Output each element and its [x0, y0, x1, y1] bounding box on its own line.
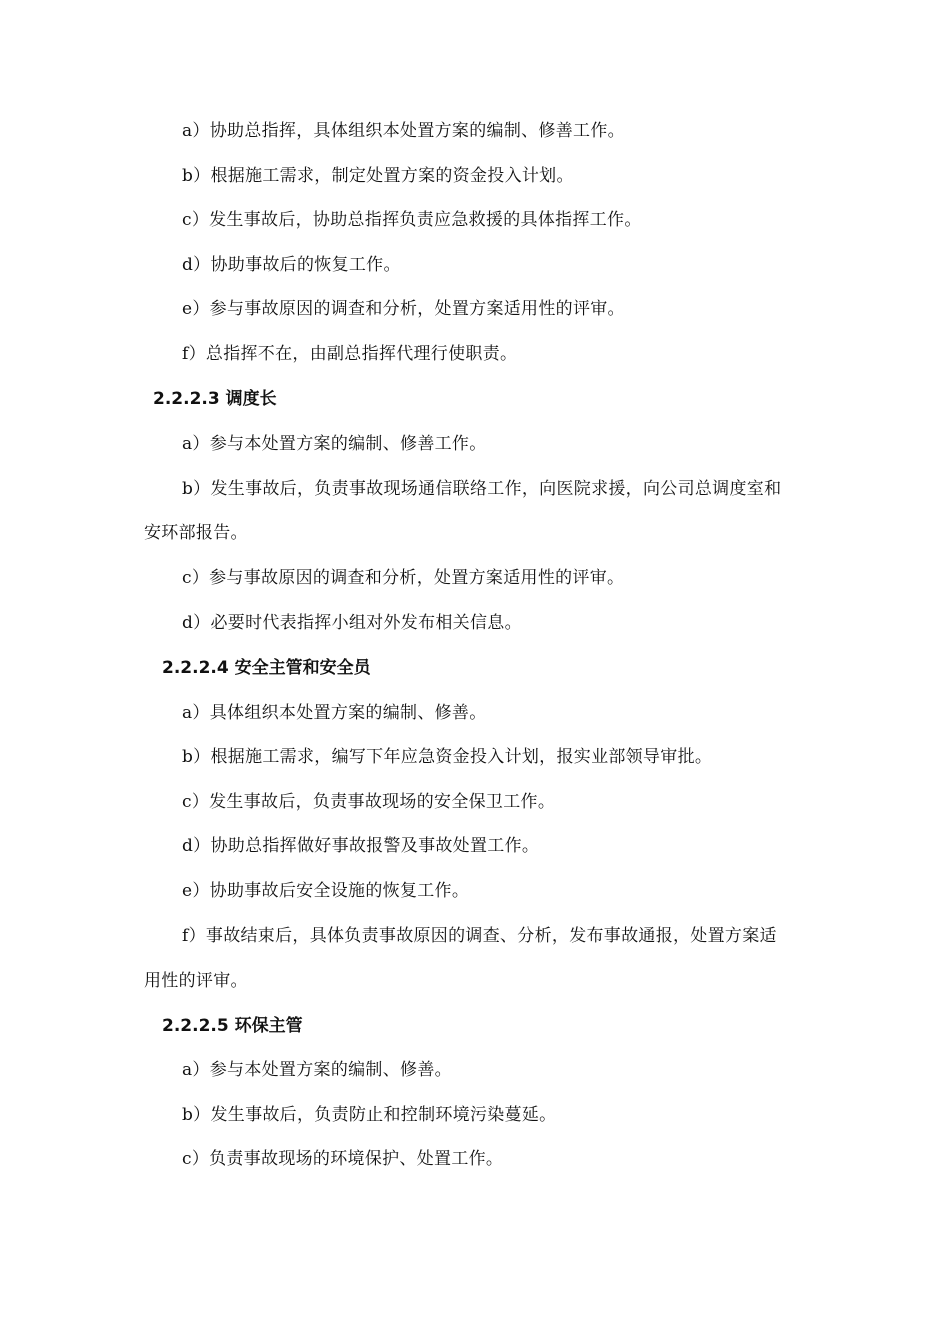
list-item: b）根据施工需求，编写下年应急资金投入计划，报实业部领导审批。: [182, 747, 713, 767]
section-heading: 2.2.2.4 安全主管和安全员: [162, 658, 371, 678]
section-heading: 2.2.2.3 调度长: [153, 389, 277, 409]
list-item: b）发生事故后，负责事故现场通信联络工作，向医院求援，向公司总调度室和: [182, 479, 782, 499]
list-item: c）发生事故后，协助总指挥负责应急救援的具体指挥工作。: [182, 210, 642, 230]
list-item: f）总指挥不在，由副总指挥代理行使职责。: [182, 344, 518, 364]
list-item: e）参与事故原因的调查和分析，处置方案适用性的评审。: [182, 299, 625, 319]
list-item: b）发生事故后，负责防止和控制环境污染蔓延。: [182, 1105, 557, 1125]
list-item: e）协助事故后安全设施的恢复工作。: [182, 881, 470, 901]
list-item-continuation: 用性的评审。: [144, 971, 248, 991]
section-heading: 2.2.2.5 环保主管: [162, 1016, 303, 1036]
list-item: c）发生事故后，负责事故现场的安全保卫工作。: [182, 792, 556, 812]
list-item: a）参与本处置方案的编制、修善。: [182, 1060, 452, 1080]
list-item: d）协助总指挥做好事故报警及事故处置工作。: [182, 836, 540, 856]
list-item: b）根据施工需求，制定处置方案的资金投入计划。: [182, 166, 574, 186]
list-item-continuation: 安环部报告。: [144, 523, 248, 543]
list-item: d）协助事故后的恢复工作。: [182, 255, 401, 275]
list-item: a）参与本处置方案的编制、修善工作。: [182, 434, 487, 454]
list-item: c）参与事故原因的调查和分析，处置方案适用性的评审。: [182, 568, 625, 588]
list-item: d）必要时代表指挥小组对外发布相关信息。: [182, 613, 522, 633]
list-item: c）负责事故现场的环境保护、处置工作。: [182, 1149, 504, 1169]
list-item: a）具体组织本处置方案的编制、修善。: [182, 703, 487, 723]
list-item: f）事故结束后，具体负责事故原因的调查、分析，发布事故通报，处置方案适: [182, 926, 777, 946]
list-item: a）协助总指挥，具体组织本处置方案的编制、修善工作。: [182, 121, 625, 141]
